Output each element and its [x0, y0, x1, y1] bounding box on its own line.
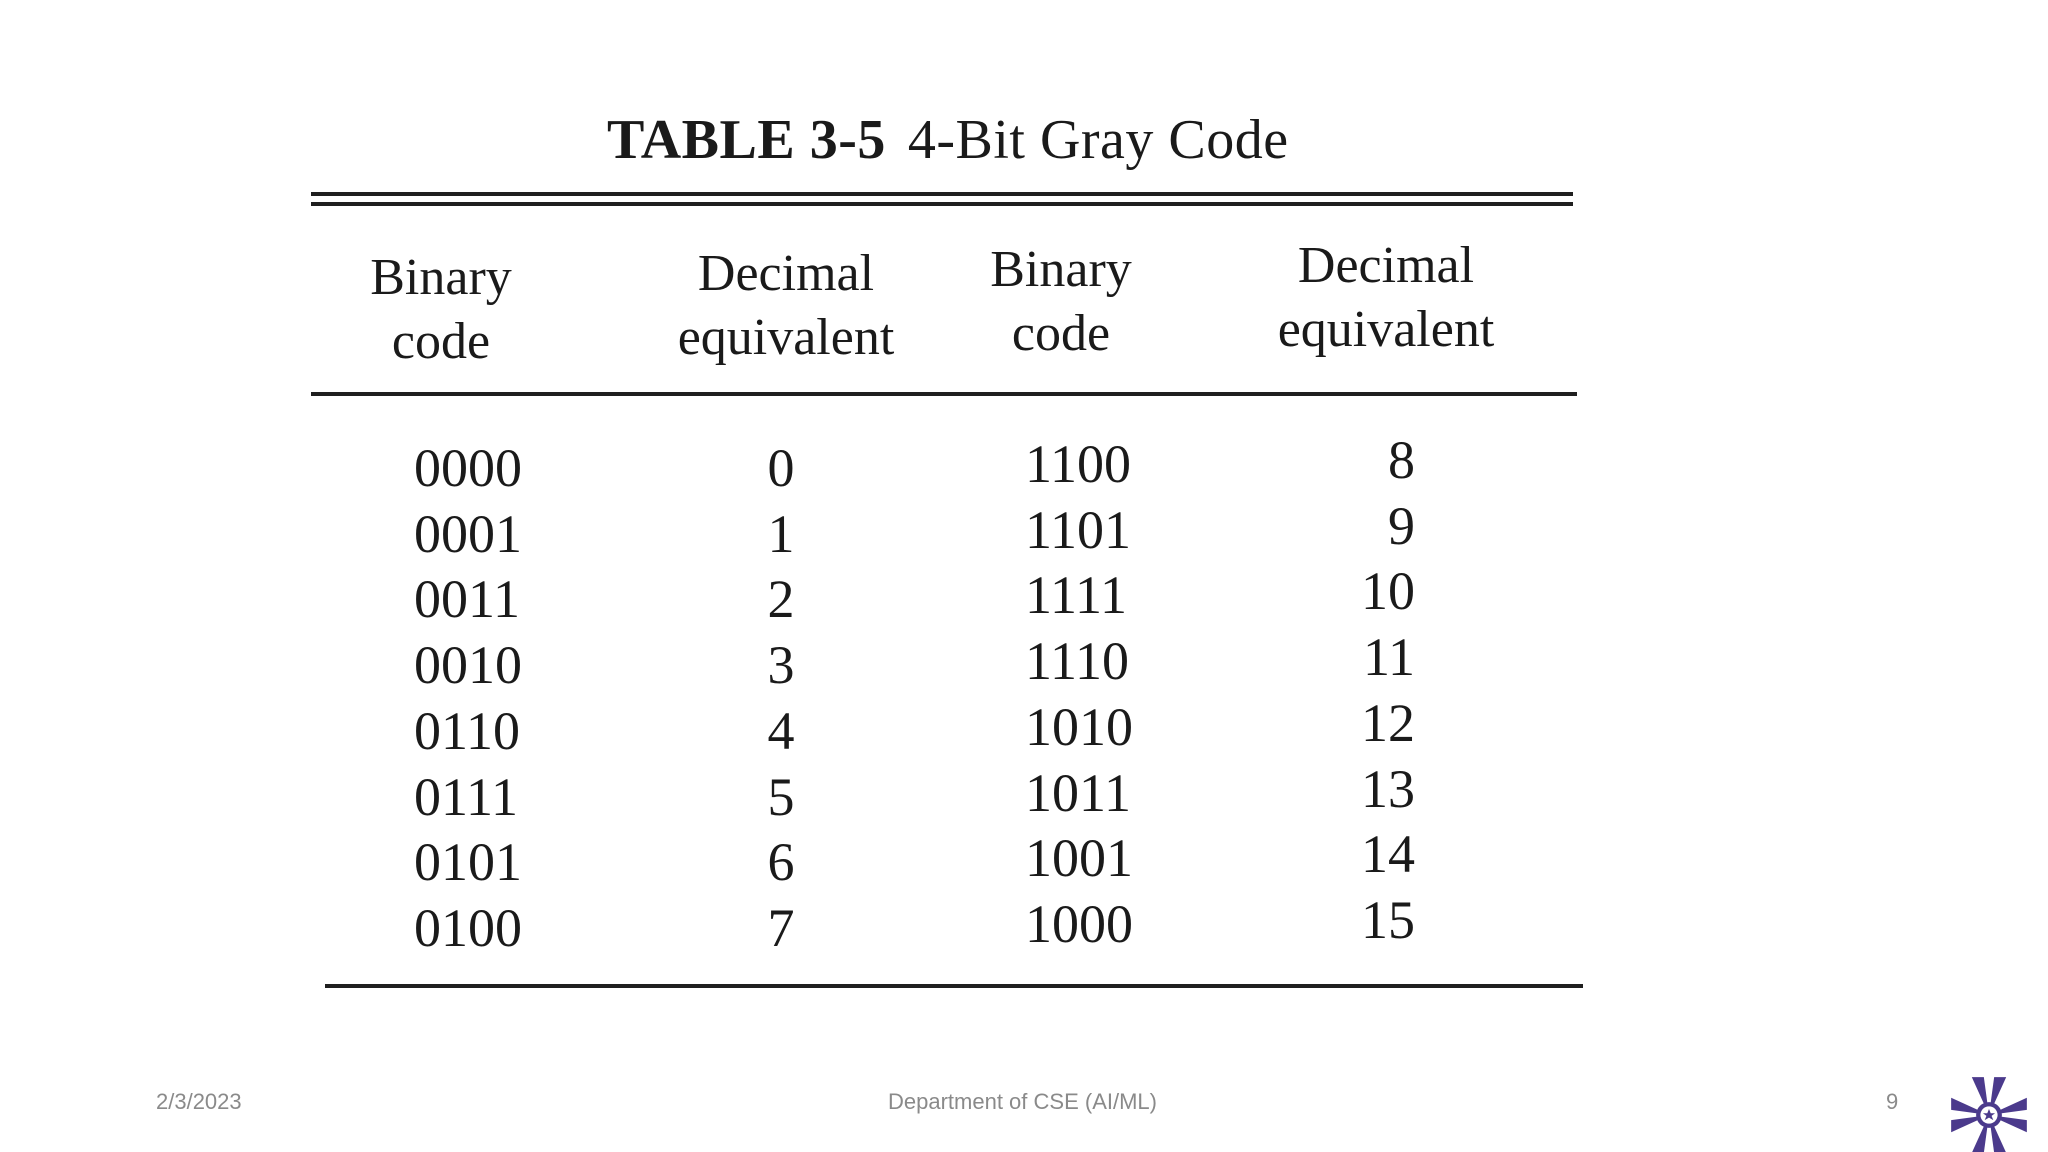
table-cell: 0	[767, 438, 795, 498]
table-cell: 1110	[1025, 631, 1129, 692]
table-cell: 11	[1363, 627, 1415, 688]
table-cell: 1	[767, 503, 795, 564]
header-binary-code-1: Binary code	[370, 249, 512, 370]
table-cell: 1111	[1025, 565, 1127, 626]
table-cell: 1011	[1025, 762, 1131, 823]
column-decimal-equivalent-2	[1335, 428, 1415, 954]
table-cell: 0010	[414, 635, 522, 696]
column-decimal-equivalent-1	[751, 436, 811, 962]
gray-code-table	[311, 100, 1581, 1000]
table-cell: 1000	[1025, 893, 1133, 954]
header-binary-code-2: Binary code	[990, 241, 1132, 362]
table-cell: 0110	[414, 700, 520, 761]
table-cell: 6	[767, 832, 795, 893]
footer-date: 2/3/2023	[156, 1089, 242, 1114]
top-rule-2	[311, 202, 1573, 206]
table-cell: 0000	[414, 438, 522, 498]
column-binary-code-1	[414, 436, 522, 962]
table-cell: 1001	[1025, 828, 1133, 889]
table-caption	[607, 108, 1289, 172]
table-cell: 0011	[414, 569, 520, 630]
header-rule	[311, 392, 1577, 396]
header-decimal-equivalent-2: Decimal equivalent	[1277, 237, 1495, 358]
column-binary-code-2	[1025, 432, 1133, 958]
table-cell: 5	[767, 766, 795, 827]
table-cell: 9	[1388, 495, 1415, 556]
table-cell: 1101	[1025, 499, 1131, 560]
table-caption-label: TABLE 3-5	[607, 109, 886, 171]
table-cell: 0001	[414, 503, 522, 564]
bottom-rule	[325, 984, 1583, 988]
table-cell: 14	[1361, 824, 1415, 885]
table-cell: 7	[767, 897, 795, 958]
table-cell: 0100	[414, 897, 522, 958]
header-decimal-equivalent-1: Decimal equivalent	[677, 245, 895, 366]
table-cell: 1010	[1025, 696, 1133, 757]
table-cell: 4	[767, 700, 795, 761]
table-cell: 0101	[414, 832, 522, 893]
table-cell: 0111	[414, 766, 518, 827]
table-cell: 10	[1361, 561, 1415, 622]
table-cell: 15	[1361, 889, 1415, 950]
table-cell: 2	[767, 569, 795, 630]
table-cell: 13	[1361, 758, 1415, 819]
table-cell: 8	[1388, 430, 1415, 490]
footer-department: Department of CSE (AI/ML)	[888, 1089, 1157, 1114]
top-rule-1	[311, 192, 1573, 196]
institution-logo-icon	[1946, 1072, 2032, 1152]
table-cell: 3	[767, 635, 795, 696]
footer-page-number: 9	[1886, 1089, 1899, 1114]
table-caption-title: 4-Bit Gray Code	[907, 109, 1289, 171]
table-cell: 12	[1361, 692, 1415, 753]
table-cell: 1100	[1025, 434, 1131, 494]
